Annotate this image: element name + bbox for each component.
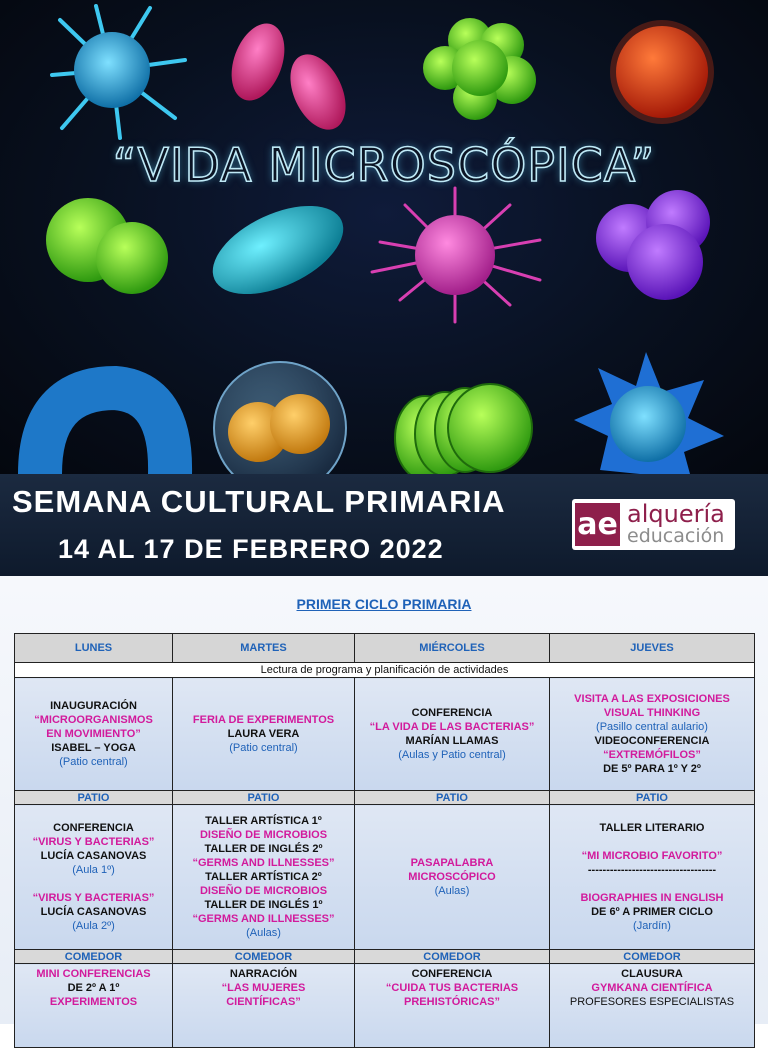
cell-r1-lunes (15, 678, 173, 791)
cell-line: (Aula 1º) (72, 864, 115, 876)
break-label: COMEDOR (15, 950, 173, 964)
cell-line: (Patio central) (229, 742, 298, 754)
cell-line: PASAPALABRA (410, 857, 494, 869)
purple-cluster-icon (596, 190, 710, 300)
cell-line: EXPERIMENTOS (49, 996, 138, 1008)
green-cluster-icon (423, 18, 536, 120)
cell-line: DISEÑO DE MICROBIOS (199, 829, 328, 841)
cell-line: “LA VIDA DE LAS BACTERIAS” (369, 721, 535, 733)
cell-r3-jueves (550, 964, 755, 1048)
cell-line: “MICROORGANISMOS (34, 714, 153, 726)
logo-mark-icon: ae (575, 503, 620, 546)
cell-line: MICROSCÓPICO (408, 871, 496, 883)
cell-line: NARRACIÓN (229, 968, 298, 980)
cell-line: (Aulas) (434, 885, 470, 897)
cell-line: PREHISTÓRICAS” (404, 996, 500, 1008)
cell-line: (Jardín) (633, 920, 671, 932)
cell-line: (Aulas) (246, 927, 281, 939)
day-header-lunes: LUNES (15, 634, 173, 663)
cell-line: CONFERENCIA (411, 968, 493, 980)
cell-line: CONFERENCIA (411, 707, 493, 719)
magenta-virus-icon (372, 188, 540, 322)
cell-line: ISABEL – YOGA (51, 742, 136, 754)
cell-line: LAURA VERA (227, 728, 300, 740)
cell-line: TALLER LITERARIO (599, 822, 705, 834)
blue-curved-rod-icon (40, 388, 170, 474)
cell-line: VISITA A LAS EXPOSICIONES (574, 693, 730, 705)
event-dates: 14 AL 17 DE FEBRERO 2022 (58, 534, 444, 564)
break-label: PATIO (550, 791, 755, 805)
cell-r2-martes (173, 805, 355, 950)
cell-line: PROFESORES ESPECIALISTAS (569, 996, 735, 1008)
cell-r3-lunes (15, 964, 173, 1048)
cell-line (15, 877, 172, 891)
cell-line: TALLER DE INGLÉS 2º (204, 843, 323, 855)
schedule-table (14, 633, 755, 1048)
cell-line: TALLER ARTÍSTICA 2º (205, 871, 322, 883)
hero-illustration (0, 0, 768, 474)
cell-r1-jueves (550, 678, 755, 791)
cell-line: (Patio central) (59, 756, 128, 768)
cell-line: CLAUSURA (621, 968, 683, 980)
day-header-jueves: JUEVES (550, 634, 755, 663)
break-label: COMEDOR (355, 950, 550, 964)
day-header-miercoles: MIÉRCOLES (355, 634, 550, 663)
cell-line: DISEÑO DE MICROBIOS (199, 885, 328, 897)
cell-r1-miercoles (355, 678, 550, 791)
pink-bacteria-icon (222, 16, 357, 138)
cell-line: MARÍAN LLAMAS (405, 735, 499, 747)
planning-note: Lectura de programa y planificación de actividades (15, 663, 755, 678)
cell-r3-martes (173, 964, 355, 1048)
alqueria-logo (572, 499, 735, 550)
poster-title: “VIDA MICROSCÓPICA” (112, 138, 656, 192)
activity-row-3 (15, 964, 755, 1048)
cell-line: LUCÍA CASANOVAS (40, 906, 147, 918)
break-row-comedor (15, 950, 755, 964)
break-label: PATIO (355, 791, 550, 805)
cycle-title: PRIMER CICLO PRIMARIA (296, 596, 472, 612)
logo-text-sub: educación (627, 525, 725, 547)
cell-r3-miercoles (355, 964, 550, 1048)
cell-r2-jueves (550, 805, 755, 950)
cell-line: DE 5º PARA 1º Y 2º (603, 763, 701, 775)
cell-line: “GERMS AND ILLNESSES” (192, 913, 335, 925)
cell-line: ----------------------------------- (587, 864, 717, 876)
cell-line: LUCÍA CASANOVAS (40, 850, 147, 862)
cell-line: GYMKANA CIENTÍFICA (591, 982, 713, 994)
event-banner (0, 474, 768, 576)
cell-line: TALLER DE INGLÉS 1º (204, 899, 323, 911)
blue-virus-icon (52, 6, 185, 138)
cell-line: CIENTÍFICAS” (226, 996, 301, 1008)
cell-line: BIOGRAPHIES IN ENGLISH (580, 892, 724, 904)
red-virus-icon (610, 20, 714, 124)
blue-spiky-microbe-icon (574, 352, 724, 474)
green-disc-chain-icon (395, 384, 532, 474)
event-title: SEMANA CULTURAL PRIMARIA (12, 484, 506, 519)
cell-line: (Aula 2º) (72, 920, 115, 932)
logo-text-brand: alquería (627, 500, 725, 528)
cell-line: VIDEOCONFERENCIA (594, 735, 710, 747)
microbes-artwork (0, 0, 768, 474)
cell-line (550, 835, 754, 849)
cell-line: “LAS MUJERES (221, 982, 306, 994)
cell-line (550, 877, 754, 891)
cell-line: “GERMS AND ILLNESSES” (192, 857, 335, 869)
cell-line: TALLER ARTÍSTICA 1º (205, 815, 322, 827)
cell-r1-martes (173, 678, 355, 791)
planning-row (15, 663, 755, 678)
cell-line: (Aulas y Patio central) (398, 749, 506, 761)
cell-r2-miercoles (355, 805, 550, 950)
cell-line: DE 2º A 1º (67, 982, 120, 994)
encapsulated-bacteria-icon (214, 362, 346, 474)
break-label: PATIO (173, 791, 355, 805)
cell-line: CONFERENCIA (53, 822, 134, 834)
cell-line: DE 6º A PRIMER CICLO (591, 906, 713, 918)
cell-line: VISUAL THINKING (603, 707, 701, 719)
cyan-bacillus-icon (199, 188, 356, 312)
cell-line: “VIRUS Y BACTERIAS” (32, 892, 155, 904)
cell-line: “EXTREMÓFILOS” (603, 749, 701, 761)
cell-line: INAUGURACIÓN (50, 700, 137, 712)
cell-line: FERIA DE EXPERIMENTOS (192, 714, 335, 726)
cell-line: (Pasillo central aulario) (596, 721, 708, 733)
cell-r2-lunes (15, 805, 173, 950)
break-label: COMEDOR (173, 950, 355, 964)
green-diplococcus-icon (46, 198, 168, 294)
schedule-header-row (15, 634, 755, 663)
day-header-martes: MARTES (173, 634, 355, 663)
cell-line: “VIRUS Y BACTERIAS” (32, 836, 155, 848)
activity-row-1 (15, 678, 755, 791)
activity-row-2 (15, 805, 755, 950)
break-label: PATIO (15, 791, 173, 805)
cell-line: EN MOVIMIENTO” (46, 728, 141, 740)
cell-line: MINI CONFERENCIAS (36, 968, 151, 980)
cell-line: “CUIDA TUS BACTERIAS (385, 982, 519, 994)
cell-line: “MI MICROBIO FAVORITO” (581, 850, 723, 862)
break-label: COMEDOR (550, 950, 755, 964)
break-row-patio (15, 791, 755, 805)
